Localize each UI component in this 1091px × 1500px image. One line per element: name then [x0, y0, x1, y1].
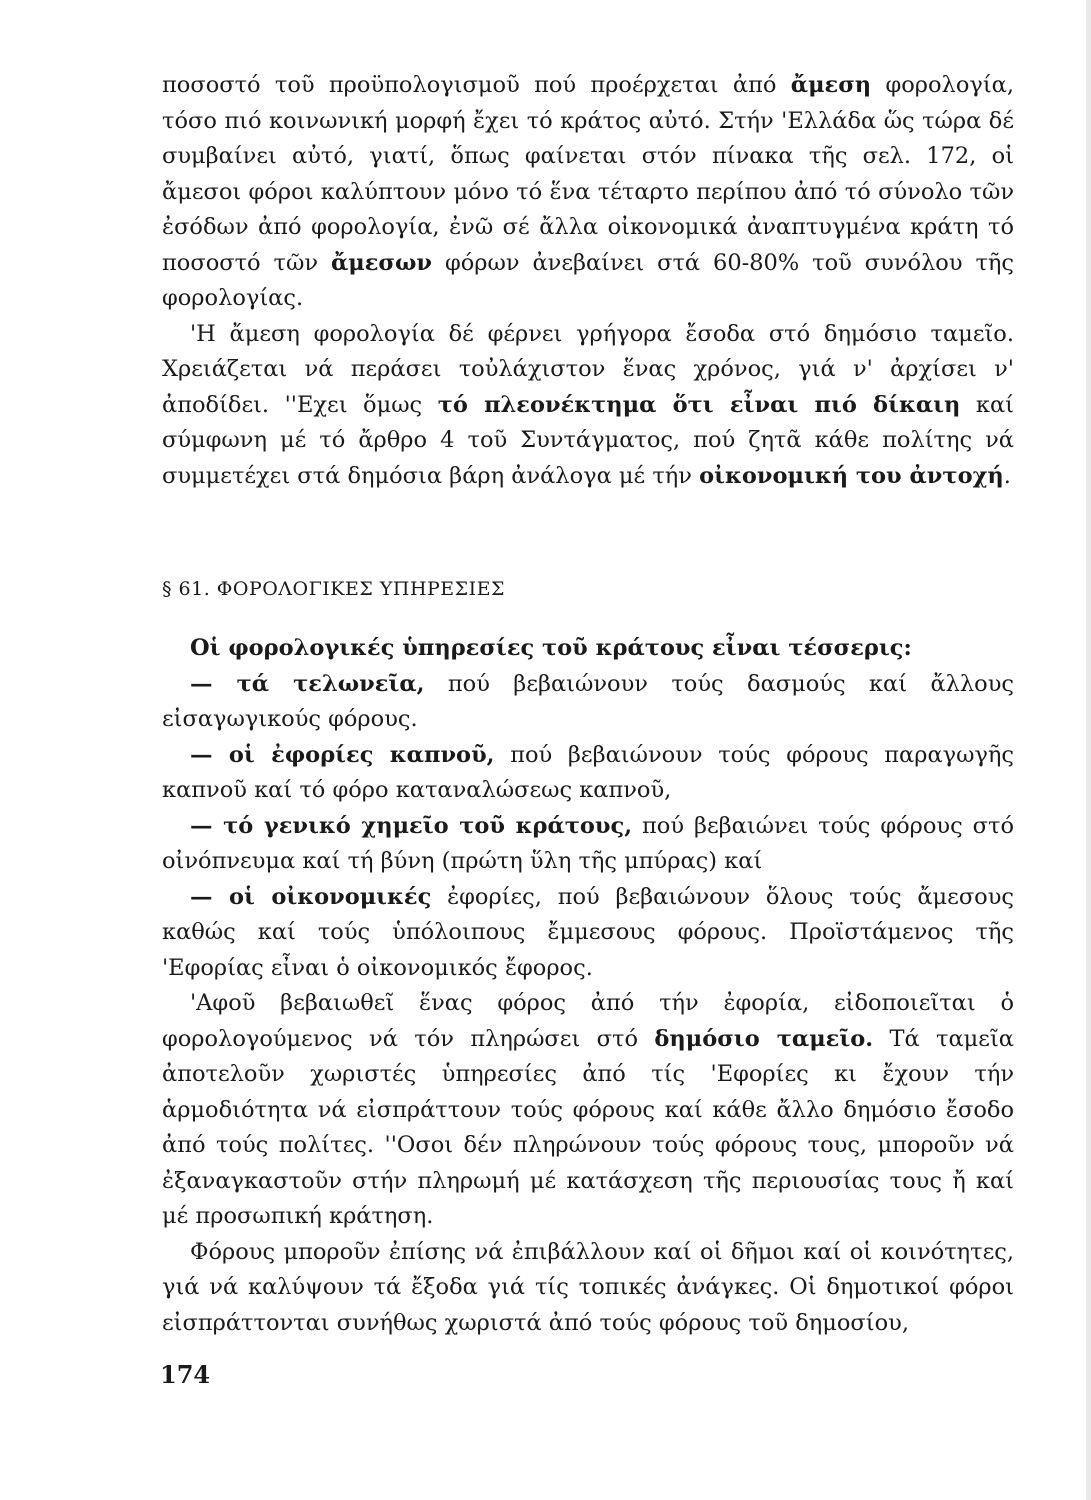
services-intro: [162, 631, 1014, 667]
bold-text-run: ἄμεση: [790, 72, 872, 98]
text-run: φόρων ἀνεβαίνει στά 60-80% τοῦ συνόλου τῆς φορολογίας.: [162, 249, 1014, 311]
bold-text-run: Οἱ φορολογικές ὑπηρεσίες τοῦ κράτους εἶναι τέσσερις:: [190, 635, 912, 661]
bold-text-run: — τό γενικό χημεῖο τοῦ κράτους,: [190, 812, 633, 839]
text-run: πού βεβαιώνουν τούς φόρους παραγωγῆς καπνοῦ καί τό φόρο καταναλώσεως καπνοῦ,: [162, 741, 1014, 803]
paragraph-municipal-taxes: [162, 1235, 1014, 1342]
text-run: φορολογία, τόσο πιό κοινωνική μορφή ἔχει τό κράτος αὐτό. Στήν 'Ελλάδα ὥς τώρα δέ συμβαίνει αὐτό, γιατί, ὅπως φαίνεται στόν πίνακα τῆς σελ. 172, οἱ ἄμεσοι φόροι καλύπτουν μόνο τό ἕνα τέταρτο περίπου ἀπό τό σύνολο τῶν ἐσόδων ἀπό φορολογία, ἐνῶ σέ ἄλλα οἰκονομικά ἀναπτυγμένα κράτη τό ποσοστό τῶν: [162, 72, 1014, 276]
text-run: 'Αφοῦ βεβαιωθεῖ ἕνας φόρος ἀπό τήν ἐφορία, εἰδοποιεῖται ὁ φορολογούμενος νά τόν πληρώσει στό: [162, 990, 1014, 1052]
text-run: πού βεβαιώνει τούς φόρους στό οἰνόπνευμα καί τή βύνη (πρώτη ὕλη τῆς μπύρας) καί: [162, 812, 1014, 874]
bold-text-run: οἰκονομική του ἀντοχή: [699, 462, 1004, 489]
text-run: Φόρους μποροῦν ἐπίσης νά ἐπιβάλλουν καί οἱ δῆμοι καί οἱ κοινότητες, γιά νά καλύψουν τά ἔξοδα γιά τίς τοπικές ἀνάγκες. Οἱ δημοτικοί φόροι εἰσπράττονται συνήθως χωριστά ἀπό τούς φόρους τοῦ δημοσίου,: [162, 1238, 1014, 1336]
bold-text-run: τό πλεονέκτημα ὅτι εἶναι πιό δίκαιη: [437, 391, 961, 418]
text-run: καί σύμφωνη μέ τό ἄρθρο 4 τοῦ Συντάγματος, πού ζητᾶ κάθε πολίτης νά συμμετέχει στά δημόσια βάρη ἀνάλογα μέ τήν: [162, 391, 1015, 489]
bold-text-run: δημόσιο ταμεῖο.: [654, 1025, 874, 1052]
bold-text-run: ἄμεσων: [330, 249, 433, 276]
text-run: ποσοστό τοῦ προϋπολογισμοῦ πού προέρχεται ἀπό: [162, 72, 791, 98]
page-edge-shadow: [1086, 0, 1091, 1500]
service-item-customs: [162, 667, 1014, 738]
service-item-chemistry-lab: [162, 809, 1014, 880]
service-item-tobacco: [162, 738, 1014, 809]
text-run: .: [1003, 462, 1011, 489]
text-run: 'Η ἄμεση φορολογία δέ φέρνει γρήγορα ἔσοδα στό δημόσιο ταμεῖο. Χρειάζεται νά περάσει τοὐλάχιστον ἕνας χρόνος, γιά ν' ἀρχίσει ν' ἀποδίδει. ''Εχει ὅμως: [162, 320, 1014, 418]
body-text-top: [162, 68, 1014, 494]
paragraph-direct-tax-share: [162, 68, 1014, 317]
service-item-tax-offices: [162, 880, 1014, 987]
paragraph-direct-tax-advantage: [162, 317, 1014, 495]
bold-text-run: — τά τελωνεῖα,: [190, 670, 425, 697]
body-text-bottom: [162, 631, 1014, 1341]
text-run: πού βεβαιώνουν τούς δασμούς καί ἄλλους εἰσαγωγικούς φόρους.: [162, 670, 1014, 732]
bold-text-run: — οἱ ἐφορίες καπνοῦ,: [190, 741, 495, 768]
page-number: 174: [160, 1360, 211, 1389]
section-heading: § 61. ΦΟΡΟΛΟΓΙΚΕΣ ΥΠΗΡΕΣΙΕΣ: [162, 578, 505, 600]
text-run: ἐφορίες, πού βεβαιώνουν ὅλους τούς ἄμεσους καθώς καί τούς ὑπόλοιπους ἔμμεσους φόρους. Προϊστάμενος τῆς 'Εφορίας εἶναι ὁ οἰκονομικός ἔφορος.: [162, 883, 1015, 981]
bold-text-run: — οἱ οἰκονομικές: [190, 883, 432, 910]
text-run: Τά ταμεῖα ἀποτελοῦν χωριστές ὑπηρεσίες ἀπό τίς 'Εφορίες κι ἔχουν τήν ἁρμοδιότητα νά εἰσπράττουν τούς φόρους καί κάθε ἄλλο δημόσιο ἔσοδο ἀπό τούς πολίτες. ''Οσοι δέν πληρώνουν τούς φόρους τους, μποροῦν νά ἐξαναγκαστοῦν στήν πληρωμή μέ κατάσχεση τῆς περιουσίας τους ἤ καί μέ προσωπική κράτηση.: [162, 1025, 1014, 1229]
paragraph-public-treasury: [162, 986, 1014, 1235]
